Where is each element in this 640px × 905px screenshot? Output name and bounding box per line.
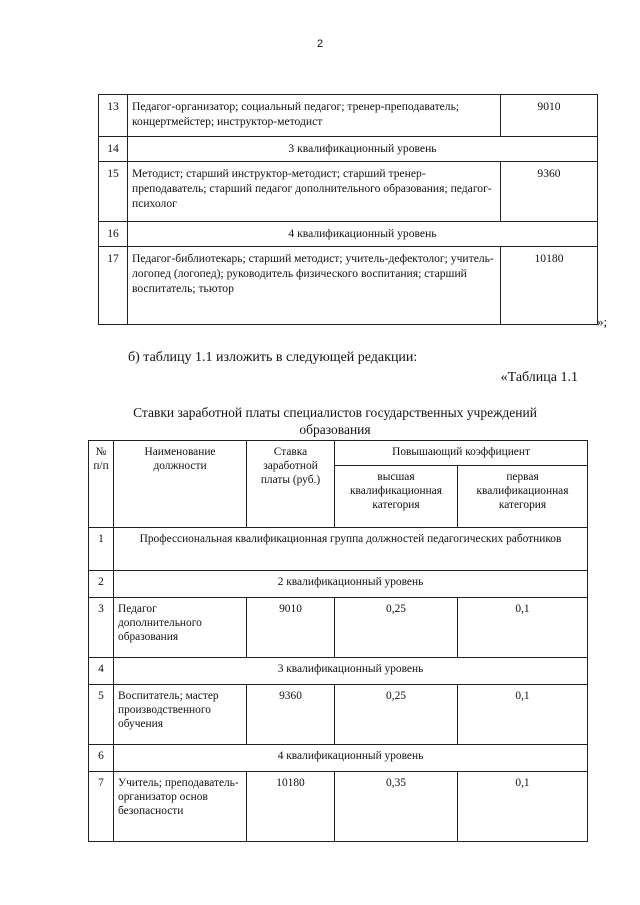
row-number: 3	[89, 598, 114, 658]
qualification-level: 4 квалификационный уровень	[128, 222, 598, 247]
salary-rate: 10180	[501, 247, 598, 325]
table-row	[89, 598, 588, 658]
table-row	[89, 685, 588, 745]
instruction-text: б) таблицу 1.1 изложить в следующей редакции:	[128, 350, 418, 365]
header-coefficient: Повышающий коэффициент	[335, 441, 588, 466]
row-number: 4	[89, 658, 114, 685]
qualification-level: 4 квалификационный уровень	[114, 745, 588, 772]
table-label: «Таблица 1.1	[500, 370, 578, 385]
highest-coefficient: 0,25	[335, 598, 458, 658]
table-row	[89, 571, 588, 598]
first-coefficient: 0,1	[458, 772, 588, 842]
highest-coefficient: 0,35	[335, 772, 458, 842]
table-row	[99, 247, 598, 325]
header-rate: Ставка заработной платы (руб.)	[247, 441, 335, 528]
row-number: 15	[99, 162, 128, 222]
position-name: Учитель; преподаватель-организатор основ безопасности	[114, 772, 247, 842]
position-names: Педагог-библиотекарь; старший методист; учитель-дефектолог; учитель-логопед (логопед); руководитель физического воспитания; старший воспитатель; тьютор	[128, 247, 501, 325]
table-row	[89, 745, 588, 772]
first-coefficient: 0,1	[458, 598, 588, 658]
qualification-level: 3 квалификационный уровень	[114, 658, 588, 685]
header-first-category: первая квалификационная категория	[458, 466, 588, 528]
row-number: 16	[99, 222, 128, 247]
position-names: Методист; старший инструктор-методист; старший тренер-преподаватель; старший педагог дополнительного образования; педагог-психолог	[128, 162, 501, 222]
table-row	[99, 137, 598, 162]
table-row	[89, 528, 588, 571]
table-row	[99, 162, 598, 222]
table-row	[99, 95, 598, 137]
table-row	[99, 222, 598, 247]
table-title: Ставки заработной платы специалистов государственных учреждений образования	[133, 405, 537, 437]
qualification-level: 2 квалификационный уровень	[114, 571, 588, 598]
professional-group: Профессиональная квалификационная группа должностей педагогических работников	[114, 528, 588, 571]
header-number: № п/п	[89, 441, 114, 528]
table-header-row	[89, 441, 588, 466]
positions-table-continued	[98, 94, 598, 325]
row-number: 14	[99, 137, 128, 162]
row-number: 5	[89, 685, 114, 745]
row-number: 7	[89, 772, 114, 842]
header-position: Наименование должности	[114, 441, 247, 528]
closing-quote: »;	[597, 314, 608, 329]
position-name: Воспитатель; мастер производственного обучения	[114, 685, 247, 745]
salary-rate: 9360	[247, 685, 335, 745]
row-number: 1	[89, 528, 114, 571]
qualification-level: 3 квалификационный уровень	[128, 137, 598, 162]
position-names: Педагог-организатор; социальный педагог; тренер-преподаватель; концертмейстер; инструктор-методист	[128, 95, 501, 137]
salary-rate: 10180	[247, 772, 335, 842]
row-number: 13	[99, 95, 128, 137]
position-name: Педагог дополнительного образования	[114, 598, 247, 658]
salary-rate: 9360	[501, 162, 598, 222]
first-coefficient: 0,1	[458, 685, 588, 745]
page-number: 2	[316, 38, 324, 50]
header-highest-category: высшая квалификационная категория	[335, 466, 458, 528]
salary-rate: 9010	[247, 598, 335, 658]
table-row	[89, 772, 588, 842]
row-number: 17	[99, 247, 128, 325]
salary-rates-table	[88, 440, 588, 842]
row-number: 6	[89, 745, 114, 772]
table-row	[89, 658, 588, 685]
highest-coefficient: 0,25	[335, 685, 458, 745]
salary-rate: 9010	[501, 95, 598, 137]
row-number: 2	[89, 571, 114, 598]
